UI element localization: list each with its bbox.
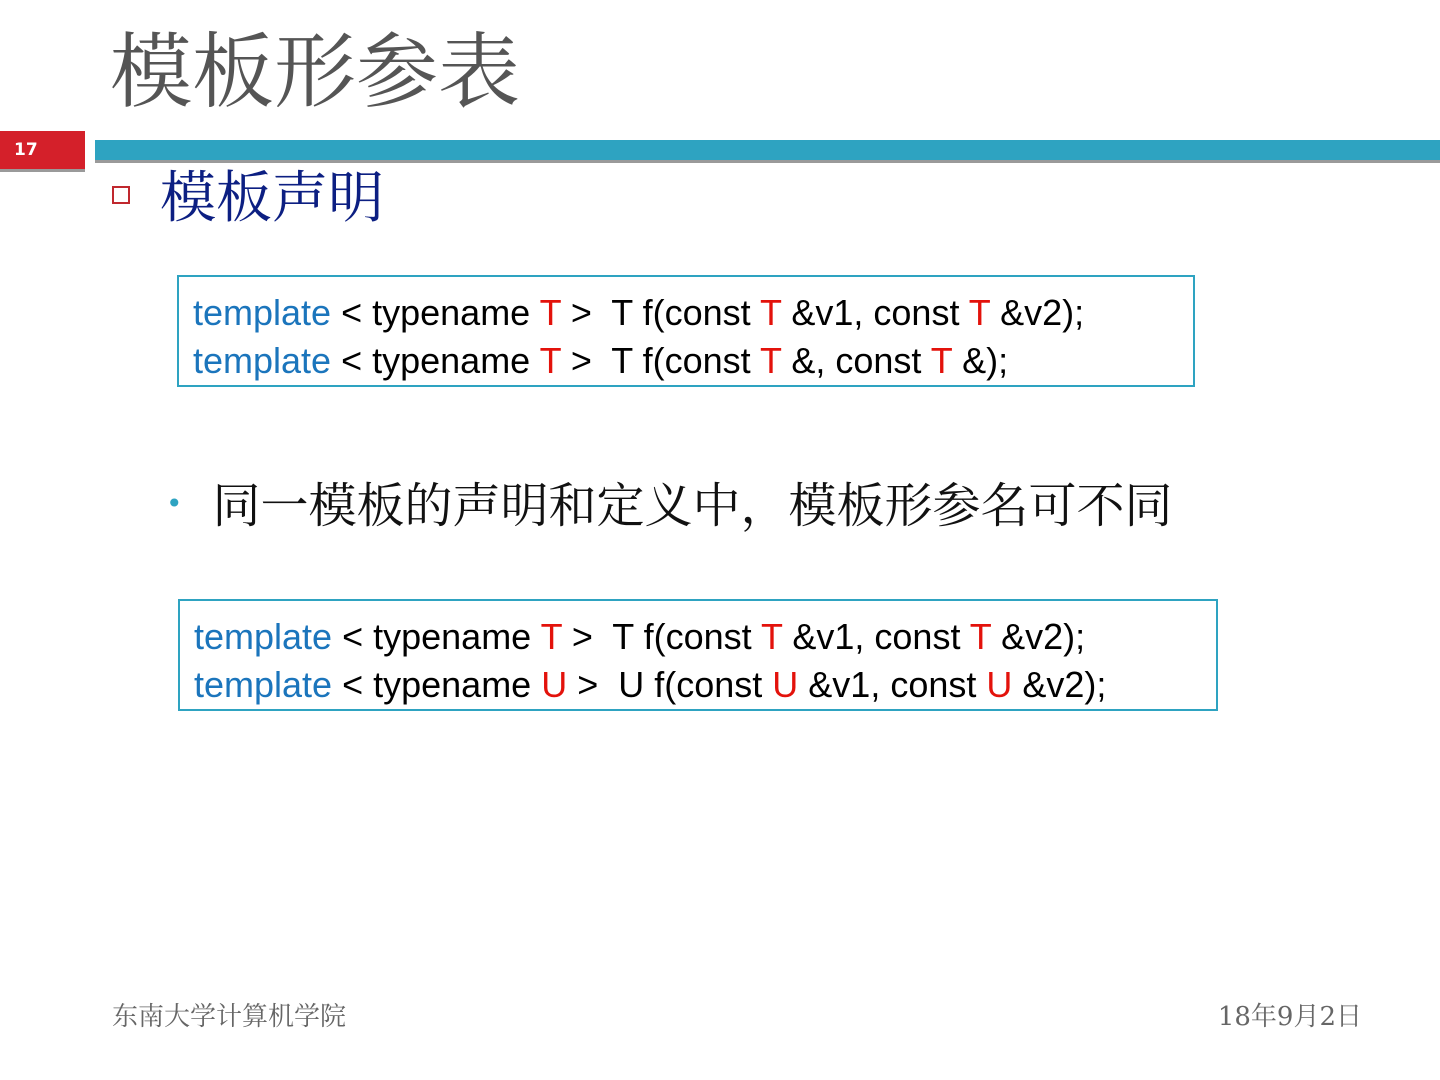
code-type-param: T: [969, 616, 992, 657]
square-bullet-icon: [112, 186, 130, 204]
code-text: &v1, const: [798, 664, 987, 705]
code-text: > T f(const: [560, 292, 761, 333]
slide-title: 模板形参表: [110, 25, 521, 120]
code-text: &v2);: [991, 616, 1086, 657]
code-text: &v1, const: [781, 292, 969, 333]
code-type-param: U: [986, 664, 1013, 705]
code-type-param: T: [540, 616, 562, 657]
code-line: [194, 613, 1216, 661]
code-box-renamed-params: [178, 599, 1218, 711]
bullet-level2: [166, 478, 1173, 536]
code-text: < typename: [331, 292, 540, 333]
code-text: &v2);: [990, 292, 1085, 333]
code-keyword: template: [194, 616, 333, 657]
footer-date: 18年9月2日: [1217, 1002, 1362, 1032]
title-underline-bar: [95, 140, 1440, 160]
code-line: [193, 337, 1193, 385]
code-keyword: template: [194, 664, 333, 705]
bullet-level1: [112, 168, 384, 230]
bullet-level2-text: 同一模板的声明和定义中，模板形参名可不同: [212, 478, 1173, 534]
code-keyword: template: [193, 292, 332, 333]
code-text: > U f(const: [567, 664, 773, 705]
code-text: &v1, const: [782, 616, 970, 657]
code-type-param: T: [761, 616, 783, 657]
code-type-param: T: [968, 292, 991, 333]
code-type-param: U: [541, 664, 568, 705]
code-type-param: T: [539, 292, 561, 333]
code-text: &);: [952, 340, 1009, 381]
code-text: &v2);: [1012, 664, 1107, 705]
code-line: [194, 661, 1216, 709]
code-text: < typename: [332, 616, 541, 657]
code-text: < typename: [332, 664, 542, 705]
code-text: > T f(const: [560, 340, 761, 381]
code-text: < typename: [331, 340, 540, 381]
bullet-level1-text: 模板声明: [160, 166, 384, 231]
code-type-param: T: [760, 340, 782, 381]
code-text: &, const: [781, 340, 931, 381]
slide-number-badge: 17: [0, 131, 85, 169]
code-line: [193, 289, 1193, 337]
code-type-param: T: [760, 292, 782, 333]
code-keyword: template: [193, 340, 332, 381]
footer-institution: 东南大学计算机学院: [112, 1002, 347, 1032]
code-type-param: T: [930, 340, 953, 381]
code-box-declarations: [177, 275, 1195, 387]
code-type-param: U: [772, 664, 799, 705]
code-text: > T f(const: [561, 616, 762, 657]
dot-bullet-icon: •: [166, 487, 183, 521]
code-type-param: T: [539, 340, 561, 381]
